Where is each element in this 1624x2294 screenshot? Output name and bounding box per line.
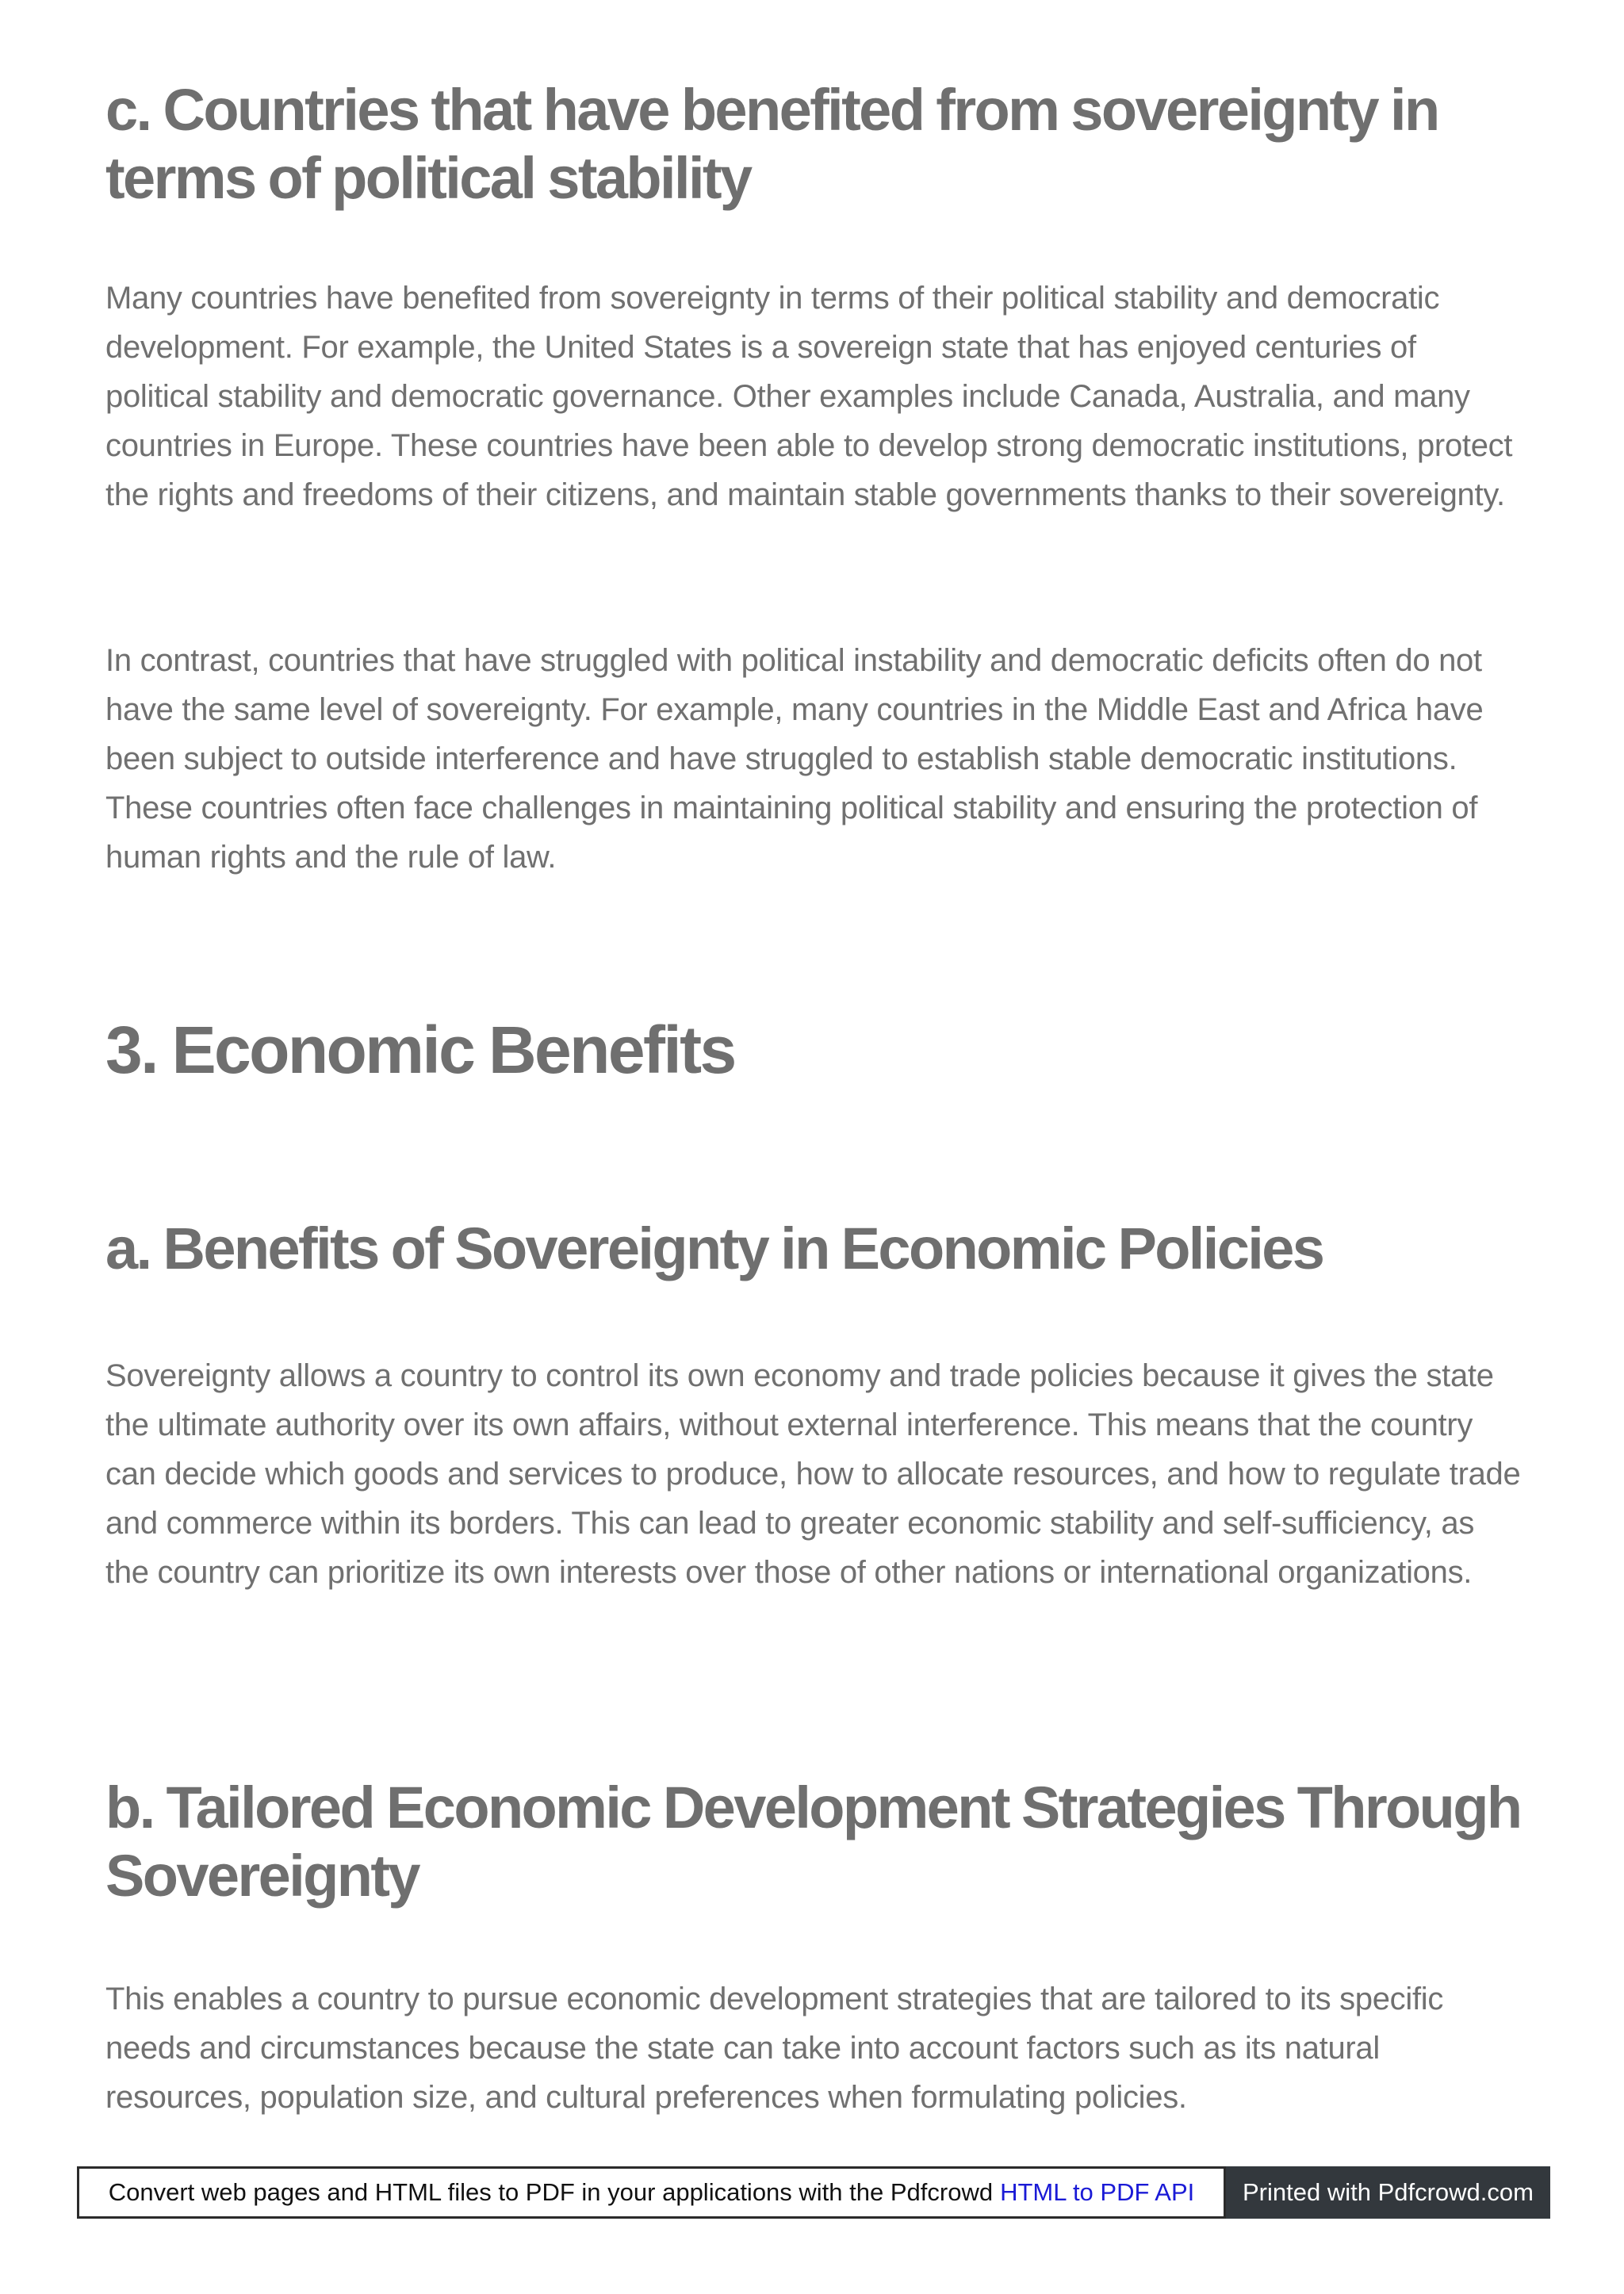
- footer-convert-banner: [77, 2166, 1226, 2219]
- section-heading-economic-policies: a. Benefits of Sovereignty in Economic Policies: [105, 1216, 1323, 1281]
- paragraph-economic-policies: Sovereignty allows a country to control its own economy and trade policies because it gives the state the ultimate authority over its own affairs, without external interference. This means that the country can decide which goods and services to produce, how to allocate resources, and how to regulate trade and commerce within its borders. This can lead to greater economic stability and self-sufficiency, as the country can prioritize its own interests over those of other nations or international organizations.: [105, 1358, 1521, 1590]
- footer-printed-with[interactable]: Printed with Pdfcrowd.com: [1226, 2166, 1550, 2219]
- section-heading-economic-benefits: 3. Economic Benefits: [105, 1013, 735, 1087]
- pdfcrowd-footer: [77, 2166, 1550, 2219]
- footer-convert-text: Convert web pages and HTML files to PDF in your applications with the Pdfcrowd: [108, 2178, 994, 2206]
- section-heading-tailored-strategies: b. Tailored Economic Development Strategies Through Sovereignty: [105, 1775, 1521, 1909]
- section-heading-political-stability: c. Countries that have benefited from sovereignty in terms of political stability: [105, 77, 1438, 211]
- footer-api-link[interactable]: HTML to PDF API: [1000, 2178, 1195, 2206]
- paragraph-political-contrast: In contrast, countries that have struggled with political instability and democratic deficits often do not have the same level of sovereignty. For example, many countries in the Middle East and Africa have been subject to outside interference and have struggled to establish stable democratic institutions. These countries often face challenges in maintaining political stability and ensuring the protection of human rights and the rule of law.: [105, 643, 1484, 875]
- paragraph-tailored-strategies: This enables a country to pursue economic development strategies that are tailored to its specific needs and circumstances because the state can take into account factors such as its natural resources, population size, and cultural preferences when formulating policies.: [105, 1982, 1444, 2115]
- paragraph-political-benefits: Many countries have benefited from sovereignty in terms of their political stability and democratic development. For example, the United States is a sovereign state that has enjoyed centuries of political stability and democratic governance. Other examples include Canada, Australia, and many countries in Europe. These countries have been able to develop strong democratic institutions, protect the rights and freedoms of their citizens, and maintain stable governments thanks to their sovereignty.: [105, 281, 1513, 512]
